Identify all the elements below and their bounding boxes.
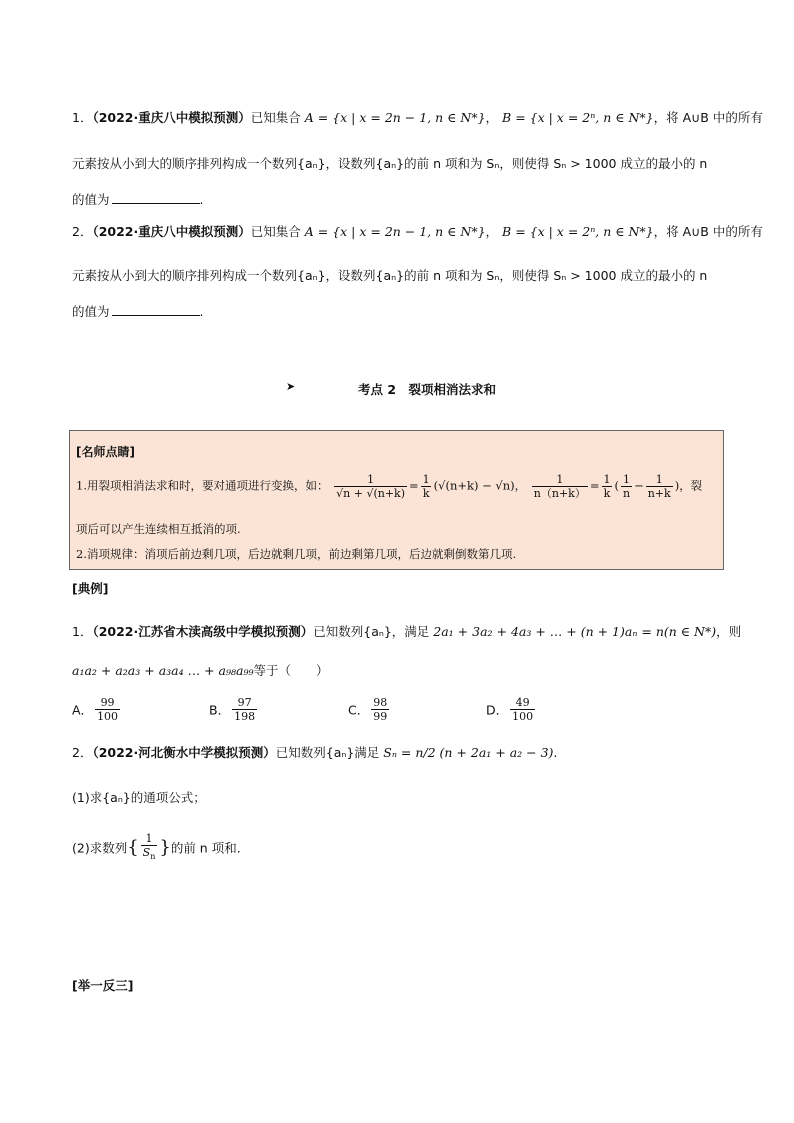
- answer-blank[interactable]: [112, 305, 200, 316]
- part-2-lead: (2)求数列: [72, 840, 128, 856]
- option-fraction: $\frac{97}{198}$: [234, 696, 256, 723]
- question-1-line-1: 1．（2022·重庆八中模拟预测）已知集合 A = {x | x = 2n − 1, n ∈ N*}， B = {x | x = 2ⁿ, n ∈ N*}，将 A∪B 中的所有: [72, 110, 763, 125]
- tips-line-2: 项后可以产生连续相互抵消的项.: [76, 522, 241, 536]
- option-d[interactable]: [486, 696, 537, 723]
- tips-heading: [名师点睛]: [76, 445, 135, 459]
- set-a-formula: A = {x | x = 2n − 1, n ∈ N*}: [304, 110, 486, 125]
- section-title: 考点 2 裂项相消法求和: [358, 382, 497, 397]
- left-brace-icon: {: [127, 837, 139, 859]
- tips-line-3: 2.消项规律：消项后前边剩几项，后边就剩几项，前边剩第几项，后边就剩倒数第几项.: [76, 547, 517, 561]
- question-1-line-3: 的值为 .: [72, 192, 204, 207]
- formula-fraction: $\frac{1}{n(n+k)}$: [533, 473, 586, 500]
- part-2-tail: 的前 n 项和.: [170, 840, 241, 856]
- option-c[interactable]: [348, 696, 391, 723]
- formula-fraction: $\frac{1}{k}$: [603, 473, 611, 500]
- formula-fraction: $\frac{1}{n}$: [622, 473, 631, 500]
- answer-prompt: 的值为: [72, 304, 110, 319]
- example-heading: [典例]: [72, 581, 109, 596]
- question-lead: 已知集合: [250, 110, 301, 125]
- question-source: （2022·江苏省木渎高级中学模拟预测）: [92, 624, 314, 639]
- question-tail: ，将 A∪B 中的所有: [653, 110, 763, 125]
- question-lead: 已知数列{aₙ}，满足: [313, 624, 430, 639]
- option-label: B．: [209, 702, 231, 718]
- formula-fraction: $\frac{1}{√n + √(n+k)}$: [336, 473, 406, 500]
- option-label: D．: [486, 702, 509, 718]
- section-arrow-icon: ➤: [286, 380, 296, 393]
- question-lead: 已知数列{aₙ}满足: [275, 745, 380, 760]
- question-2-line-3: 的值为 .: [72, 304, 204, 319]
- question-2-line-2: 元素按从小到大的顺序排列构成一个数列{aₙ}，设数列{aₙ}的前 n 项和为 Sₙ，则使得 Sₙ > 1000 成立的最小的 n: [72, 268, 708, 283]
- question-source: （2022·重庆八中模拟预测）: [92, 224, 251, 239]
- question-tail: ，则: [716, 624, 742, 639]
- question-lead: 已知集合: [250, 224, 301, 239]
- question-number: 2．: [72, 224, 93, 239]
- sum-formula: Sₙ = n/2 (n + 2a₁ + a₂ − 3): [383, 745, 554, 760]
- question-number: 1．: [72, 110, 93, 125]
- question-2-line-1: 2．（2022·重庆八中模拟预测）已知集合 A = {x | x = 2n − 1, n ∈ N*}， B = {x | x = 2ⁿ, n ∈ N*}，将 A∪B 中的所有: [72, 224, 763, 239]
- recurrence-formula: 2a₁ + 3a₂ + 4a₃ + … + (n + 1)aₙ = n(n ∈ N*): [433, 624, 717, 639]
- question-1-line-2: 元素按从小到大的顺序排列构成一个数列{aₙ}，设数列{aₙ}的前 n 项和为 Sₙ，则使得 Sₙ > 1000 成立的最小的 n: [72, 156, 708, 171]
- tips-line-1-text: 1.用裂项相消法求和时，要对通项进行变换，如：: [76, 478, 329, 493]
- question-tail: 等于（ ）: [253, 663, 329, 678]
- set-b-formula: B = {x | x = 2ⁿ, n ∈ N*}: [502, 224, 654, 239]
- question-tail: ，将 A∪B 中的所有: [653, 224, 763, 239]
- question-source: （2022·河北衡水中学模拟预测）: [92, 745, 276, 760]
- example-2-part-2: [72, 832, 241, 863]
- option-label: C．: [348, 702, 370, 718]
- set-b-formula: B = {x | x = 2ⁿ, n ∈ N*}: [502, 110, 654, 125]
- example-1-line-1: [72, 622, 741, 640]
- question-number: 1．: [72, 624, 93, 639]
- example-2-part-1: (1)求{aₙ}的通项公式；: [72, 790, 206, 805]
- tips-line-1-tail: ，裂: [679, 478, 703, 493]
- option-fraction: $\frac{98}{99}$: [373, 696, 388, 723]
- tips-line-1: 1.用裂项相消法求和时，要对通项进行变换，如： $\frac{1}{√n + √(n+k)}$ = $\frac{1}{k}$ (√(n+k) − √n)， $\frac{1}{n(n+k)}$ = $\frac{1}{k}$ ( $\frac{1}{n}$ − $\frac{1}{n+k}$ )，裂: [76, 473, 703, 500]
- answer-prompt: 的值为: [72, 192, 110, 207]
- right-brace-icon: }: [159, 837, 171, 859]
- sum-formula: a₁a₂ + a₂a₃ + a₃a₄ … + a₉₈a₉₉: [72, 663, 254, 678]
- answer-blank[interactable]: [112, 193, 200, 204]
- formula-fraction: $\frac{1}{n+k}$: [647, 473, 671, 500]
- option-fraction: $\frac{99}{100}$: [97, 696, 119, 723]
- option-label: A．: [72, 702, 94, 718]
- option-fraction: $\frac{49}{100}$: [512, 696, 534, 723]
- option-a[interactable]: [72, 696, 122, 723]
- question-source: （2022·重庆八中模拟预测）: [92, 110, 251, 125]
- question-number: 2．: [72, 745, 93, 760]
- example-2-line-1: 2．（2022·河北衡水中学模拟预测）已知数列{aₙ}满足 Sₙ = n/2 (n + 2a₁ + a₂ − 3).: [72, 745, 558, 760]
- example-1-line-2: [72, 661, 328, 679]
- formula-fraction: $\frac{1}{k}$: [422, 473, 430, 500]
- option-b[interactable]: [209, 696, 259, 723]
- tips-box: [69, 430, 724, 570]
- reciprocal-fraction: $\frac{1}{S_n}$: [142, 832, 156, 862]
- practice-heading: [举一反三]: [72, 978, 134, 993]
- set-a-formula: A = {x | x = 2n − 1, n ∈ N*}: [304, 224, 486, 239]
